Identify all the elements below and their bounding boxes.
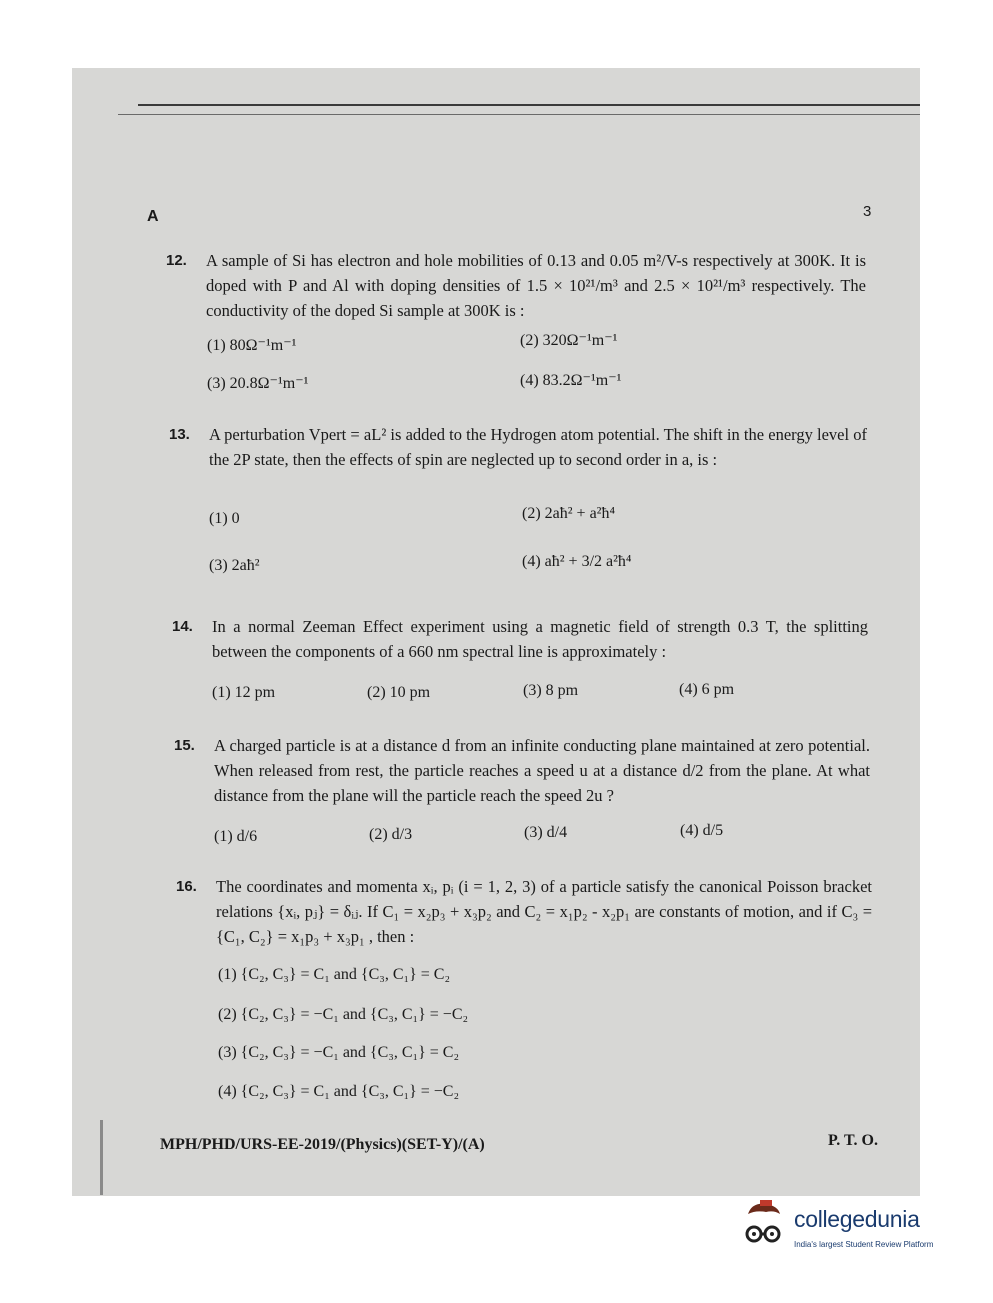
option-2: (2) 320Ω⁻¹m⁻¹	[520, 332, 618, 349]
question-16	[176, 874, 872, 949]
option-2: (2) d/3	[369, 826, 413, 843]
option-1: (1) 0	[209, 510, 240, 527]
top-rule-thin	[118, 114, 920, 115]
option-3: (3) d/4	[524, 824, 568, 841]
question-13	[169, 422, 867, 472]
option-3: (3) 8 pm	[523, 682, 579, 699]
page-number: 3	[863, 203, 872, 220]
pto-label: P. T. O.	[828, 1132, 878, 1149]
option-2: (2) {C₂, C₃} = −C₁ and {C₃, C₁} = −C₂	[218, 1006, 469, 1023]
question-text: A perturbation Vpert = aL² is added to the Hydrogen atom potential. The shift in the energy level of the 2P state, then the effects of spin are neglected up to second order in a, is :	[209, 425, 867, 469]
option-1: (1) {C₂, C₃} = C₁ and {C₃, C₁} = C₂	[218, 966, 451, 983]
option-1: (1) d/6	[214, 828, 258, 845]
option-4: (4) {C₂, C₃} = C₁ and {C₃, C₁} = −C₂	[218, 1083, 460, 1100]
question-number: 14.	[172, 618, 193, 635]
option-1: (1) 12 pm	[212, 684, 276, 701]
option-2: (2) 2aħ² + a²ħ⁴	[522, 505, 616, 522]
option-4: (4) 6 pm	[679, 681, 735, 698]
option-3: (3) 20.8Ω⁻¹m⁻¹	[207, 375, 309, 392]
question-number: 16.	[176, 878, 197, 895]
brand-tagline: India's largest Student Review Platform	[794, 1240, 934, 1249]
option-4: (4) 83.2Ω⁻¹m⁻¹	[520, 372, 622, 389]
question-number: 13.	[169, 426, 190, 443]
set-letter: A	[147, 208, 159, 225]
question-number: 15.	[174, 737, 195, 754]
option-1: (1) 80Ω⁻¹m⁻¹	[207, 337, 297, 354]
question-14	[172, 614, 868, 664]
option-4: (4) d/5	[680, 822, 724, 839]
collegedunia-logo	[738, 1200, 968, 1260]
brand-name: collegedunia	[794, 1206, 920, 1232]
top-rule	[138, 104, 920, 106]
question-number: 12.	[166, 252, 187, 269]
option-3: (3) {C₂, C₃} = −C₁ and {C₃, C₁} = C₂	[218, 1044, 460, 1061]
question-text: The coordinates and momenta xᵢ, pᵢ (i = 1, 2, 3) of a particle satisfy the canonical Poisson bracket relations {xᵢ, pⱼ} = δᵢⱼ. If C₁ = x₂p₃ + x₃p₂ and C₂ = x₁p₂ - x₂p₁ are constants of motion, and if C₃ = {C₁, C₂} = x₁p₃ + x₃p₁ , then :	[216, 877, 872, 946]
paper-code: MPH/PHD/URS-EE-2019/(Physics)(SET-Y)/(A)	[160, 1136, 485, 1153]
option-4: (4) aħ² + 3/2 a²ħ⁴	[522, 553, 632, 570]
question-12	[166, 248, 866, 323]
question-text: A charged particle is at a distance d from an infinite conducting plane maintained at zero potential. When released from rest, the particle reaches a speed u at a distance d/2 from the plane. At what distance from the plane will the particle reach the speed 2u ?	[214, 736, 870, 805]
option-2: (2) 10 pm	[367, 684, 431, 701]
student-mascot-icon	[738, 1200, 788, 1254]
option-3: (3) 2aħ²	[209, 557, 260, 574]
question-text: In a normal Zeeman Effect experiment using a magnetic field of strength 0.3 T, the splitting between the components of a 660 nm spectral line is approximately :	[212, 617, 868, 661]
question-text: A sample of Si has electron and hole mobilities of 0.13 and 0.05 m²/V-s respectively at 300K. It is doped with P and Al with doping densities of 1.5 × 10²¹/m³ and 2.5 × 10²¹/m³ respectively. The conductivity of the doped Si sample at 300K is :	[206, 251, 866, 320]
page-fold-mark	[100, 1120, 103, 1195]
question-15	[174, 733, 870, 808]
